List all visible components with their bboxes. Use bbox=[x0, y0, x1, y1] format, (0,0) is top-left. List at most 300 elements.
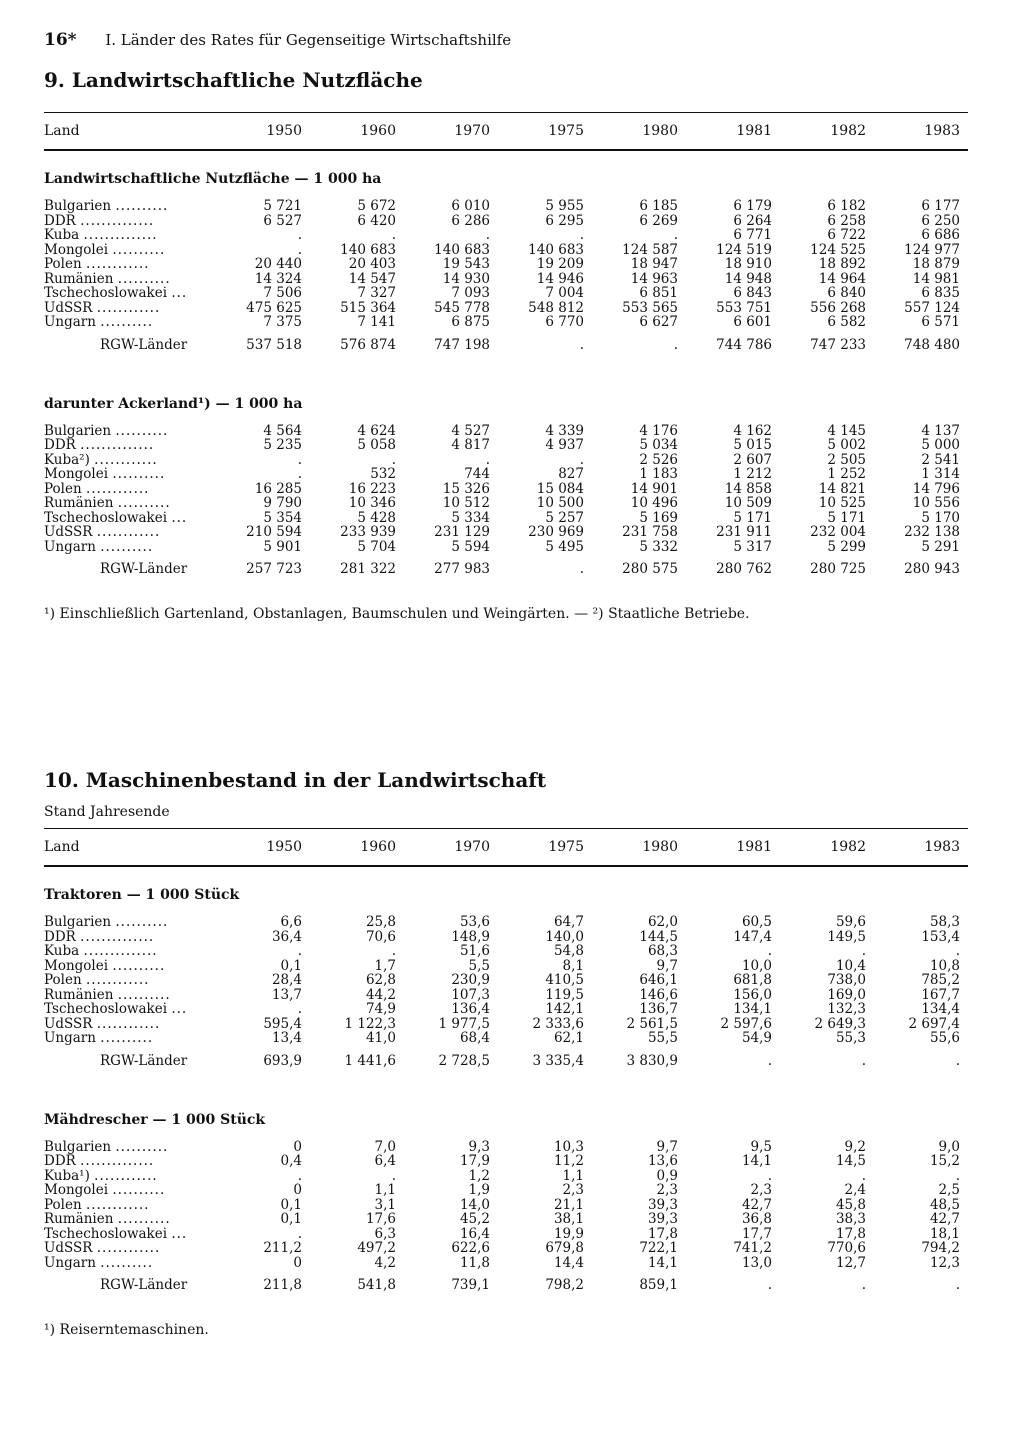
table-cell: 10 556 bbox=[912, 495, 960, 511]
table-cell: 6 571 bbox=[921, 314, 960, 330]
table-cell: 20 440 bbox=[254, 256, 302, 272]
table-cell: 5 002 bbox=[827, 437, 866, 453]
country-name: Kuba bbox=[44, 227, 80, 243]
table-cell: 5,5 bbox=[468, 957, 490, 974]
table-cell: 10 500 bbox=[536, 495, 584, 511]
row-label bbox=[44, 1169, 216, 1184]
leader-dots: .......... bbox=[115, 198, 169, 214]
table-cell: 6 770 bbox=[545, 314, 584, 330]
table-cell: 679,8 bbox=[545, 1240, 584, 1256]
column-header-year: 1980 bbox=[642, 839, 678, 855]
row-label bbox=[44, 1198, 216, 1213]
table-cell: 140 683 bbox=[528, 241, 584, 258]
table-row bbox=[44, 199, 968, 214]
total-row bbox=[44, 554, 968, 584]
table-cell: 62,8 bbox=[365, 972, 396, 988]
table-cell: 149,5 bbox=[827, 928, 866, 945]
table-cell: . bbox=[297, 1001, 302, 1017]
table-cell: 15 326 bbox=[442, 480, 490, 497]
table-cell: 722,1 bbox=[639, 1240, 678, 1256]
table-10-body bbox=[44, 887, 968, 1300]
table-cell: 36,4 bbox=[271, 928, 302, 945]
table-cell: 827 bbox=[558, 466, 584, 482]
table-cell: 5 000 bbox=[921, 437, 960, 453]
table-cell: 10 525 bbox=[818, 495, 866, 511]
country-name: Polen bbox=[44, 1196, 82, 1213]
table-row bbox=[44, 1169, 968, 1184]
table-cell: 12,7 bbox=[835, 1254, 866, 1271]
table-cell: 4 564 bbox=[263, 422, 302, 439]
row-label bbox=[44, 272, 216, 287]
table-row bbox=[44, 973, 968, 988]
table-cell: 233 939 bbox=[340, 524, 396, 540]
table-cell: 14 547 bbox=[348, 270, 396, 287]
table-cell: 4 937 bbox=[545, 437, 584, 453]
row-label bbox=[44, 1212, 216, 1227]
table-cell: 21,1 bbox=[553, 1196, 584, 1213]
table-cell: 410,5 bbox=[545, 972, 584, 988]
table-row bbox=[44, 438, 968, 453]
country-name: Mongolei bbox=[44, 241, 109, 258]
table-cell: . bbox=[297, 227, 302, 243]
table-cell: 515 364 bbox=[340, 299, 396, 316]
country-name: Rumänien bbox=[44, 986, 114, 1003]
table-cell: 6 722 bbox=[827, 227, 866, 243]
table-cell: . bbox=[297, 1167, 302, 1184]
table-cell: 211,2 bbox=[263, 1240, 302, 1256]
row-label bbox=[44, 944, 216, 959]
leader-dots: .............. bbox=[80, 1153, 155, 1169]
block-title: darunter Ackerland¹) — 1 000 ha bbox=[44, 395, 303, 412]
table-9-header bbox=[44, 113, 968, 149]
table-cell: 0,1 bbox=[280, 957, 302, 974]
table-cell: 14 901 bbox=[630, 480, 678, 497]
row-label bbox=[44, 525, 216, 540]
table-cell: 230 969 bbox=[528, 524, 584, 540]
table-row bbox=[44, 1002, 968, 1017]
table-cell: 595,4 bbox=[263, 1015, 302, 1032]
table-cell: 5 291 bbox=[921, 538, 960, 555]
total-cell: 2 728,5 bbox=[438, 1052, 490, 1069]
table-cell: . bbox=[955, 1167, 960, 1184]
table-cell: 124 587 bbox=[622, 241, 678, 258]
leader-dots: .......... bbox=[117, 270, 171, 287]
table-cell: 6 420 bbox=[357, 212, 396, 229]
table-cell: 4 339 bbox=[545, 422, 584, 439]
country-name: Kuba²) bbox=[44, 451, 90, 468]
table-cell: 2 541 bbox=[921, 451, 960, 468]
table-cell: 14 981 bbox=[912, 270, 960, 287]
leader-dots: ............ bbox=[94, 1167, 158, 1184]
table-cell: . bbox=[861, 1167, 866, 1184]
country-name: Polen bbox=[44, 480, 82, 497]
leader-dots: ............ bbox=[85, 972, 150, 988]
table-cell: 4 162 bbox=[733, 422, 772, 439]
total-cell: . bbox=[861, 1277, 866, 1293]
table-cell: 14,1 bbox=[741, 1153, 772, 1169]
table-cell: 1 977,5 bbox=[438, 1015, 490, 1032]
table-cell: 14 796 bbox=[912, 480, 960, 497]
row-label bbox=[44, 496, 216, 511]
total-cell: 280 725 bbox=[810, 561, 866, 577]
table-cell: 497,2 bbox=[357, 1240, 396, 1256]
table-cell: 124 977 bbox=[904, 241, 960, 258]
table-cell: 15 084 bbox=[536, 480, 584, 497]
total-cell: 280 762 bbox=[716, 561, 772, 577]
leader-dots: .......... bbox=[117, 1211, 171, 1227]
row-label bbox=[44, 199, 216, 214]
table-cell: 9,2 bbox=[844, 1138, 866, 1155]
table-cell: 54,8 bbox=[553, 943, 584, 959]
table-cell: 7 093 bbox=[451, 285, 490, 301]
total-label: RGW-Länder bbox=[100, 1277, 188, 1293]
total-cell: 576 874 bbox=[340, 336, 396, 353]
total-cell: 798,2 bbox=[545, 1277, 584, 1293]
total-cell: . bbox=[861, 1052, 866, 1069]
table-cell: 10,8 bbox=[929, 957, 960, 974]
total-cell: 739,1 bbox=[451, 1277, 490, 1293]
leader-dots: ............ bbox=[85, 256, 150, 272]
table-cell: 60,5 bbox=[741, 914, 772, 930]
table-row bbox=[44, 525, 968, 540]
table-cell: 7,0 bbox=[374, 1138, 396, 1155]
total-cell: 747 198 bbox=[434, 336, 490, 353]
block-spacer bbox=[44, 1076, 968, 1092]
total-cell: 277 983 bbox=[434, 561, 490, 577]
total-cell: 693,9 bbox=[263, 1052, 302, 1069]
country-name: Mongolei bbox=[44, 1182, 109, 1198]
table-cell: 5 299 bbox=[827, 538, 866, 555]
table-cell: 119,5 bbox=[545, 986, 584, 1003]
table-cell: 68,4 bbox=[459, 1030, 490, 1046]
table-cell: 6,6 bbox=[280, 914, 302, 930]
row-label bbox=[44, 286, 216, 301]
table-cell: 5 169 bbox=[639, 509, 678, 526]
table-cell: 3,1 bbox=[374, 1196, 396, 1213]
total-cell: 211,8 bbox=[263, 1277, 302, 1293]
table-9-footnote: ¹) Einschließlich Gartenland, Obstanlagen, Baumschulen und Weingärten. — ²) Staatliche Betriebe. bbox=[44, 606, 750, 622]
row-label bbox=[44, 1031, 216, 1046]
table-cell: 231 758 bbox=[622, 524, 678, 540]
table-row bbox=[44, 243, 968, 258]
total-cell: . bbox=[955, 1052, 960, 1069]
table-cell: 17,6 bbox=[365, 1211, 396, 1227]
table-cell: 38,1 bbox=[553, 1211, 584, 1227]
table-cell: 124 519 bbox=[716, 241, 772, 258]
table-cell: 4 817 bbox=[451, 437, 490, 453]
table-cell: 2 505 bbox=[827, 451, 866, 468]
table-cell: 14 964 bbox=[818, 270, 866, 287]
table-cell: 2,3 bbox=[750, 1182, 772, 1198]
table-cell: 39,3 bbox=[647, 1211, 678, 1227]
leader-dots: ... bbox=[171, 285, 188, 301]
table-cell: 53,6 bbox=[459, 914, 490, 930]
table-cell: 5 332 bbox=[639, 538, 678, 555]
column-header-land: Land bbox=[44, 839, 80, 855]
table-cell: 6 771 bbox=[733, 227, 772, 243]
row-label bbox=[44, 1017, 216, 1032]
table-cell: 6 835 bbox=[921, 285, 960, 301]
table-cell: 136,4 bbox=[451, 1001, 490, 1017]
country-name: Rumänien bbox=[44, 270, 114, 287]
country-name: Bulgarien bbox=[44, 198, 112, 214]
row-label bbox=[44, 424, 216, 439]
table-cell: 62,0 bbox=[647, 914, 678, 930]
table-cell: 25,8 bbox=[365, 914, 396, 930]
row-label bbox=[44, 482, 216, 497]
table-cell: 553 565 bbox=[622, 299, 678, 316]
country-name: UdSSR bbox=[44, 1015, 93, 1032]
total-cell: 748 480 bbox=[904, 336, 960, 353]
table-cell: 6 179 bbox=[733, 198, 772, 214]
table-cell: 1,9 bbox=[468, 1182, 490, 1198]
table-cell: 14 324 bbox=[254, 270, 302, 287]
table-cell: 6 601 bbox=[733, 314, 772, 330]
country-name: Ungarn bbox=[44, 538, 96, 555]
total-cell: . bbox=[673, 336, 678, 353]
table-cell: 2,3 bbox=[656, 1182, 678, 1198]
table-cell: 18 947 bbox=[630, 256, 678, 272]
table-cell: 0 bbox=[293, 1182, 302, 1198]
leader-dots: .......... bbox=[112, 466, 166, 482]
table-cell: 5 257 bbox=[545, 509, 584, 526]
table-cell: 2 597,6 bbox=[720, 1015, 772, 1032]
row-label bbox=[44, 1002, 216, 1017]
column-header-year: 1975 bbox=[548, 839, 584, 855]
table-cell: 10 346 bbox=[348, 495, 396, 511]
table-cell: 59,6 bbox=[835, 914, 866, 930]
table-cell: 475 625 bbox=[246, 299, 302, 316]
table-cell: 545 778 bbox=[434, 299, 490, 316]
total-cell: 859,1 bbox=[639, 1277, 678, 1293]
leader-dots: .............. bbox=[80, 928, 155, 945]
table-cell: 5 594 bbox=[451, 538, 490, 555]
table-cell: 14,4 bbox=[553, 1254, 584, 1271]
table-cell: 6 875 bbox=[451, 314, 490, 330]
total-label: RGW-Länder bbox=[100, 1052, 188, 1069]
total-cell: 3 335,4 bbox=[532, 1052, 584, 1069]
table-cell: 4 137 bbox=[921, 422, 960, 439]
leader-dots: .......... bbox=[100, 1030, 154, 1046]
table-cell: 1,7 bbox=[374, 957, 396, 974]
table-cell: 169,0 bbox=[827, 986, 866, 1003]
table-cell: . bbox=[391, 1167, 396, 1184]
table-cell: 1,2 bbox=[468, 1167, 490, 1184]
total-label: RGW-Länder bbox=[100, 561, 188, 577]
table-cell: 41,0 bbox=[365, 1030, 396, 1046]
row-label bbox=[44, 453, 216, 468]
row-label bbox=[44, 1140, 216, 1155]
table-10-header bbox=[44, 829, 968, 865]
table-cell: 646,1 bbox=[639, 972, 678, 988]
table-cell: . bbox=[955, 943, 960, 959]
table-row bbox=[44, 1140, 968, 1155]
table-cell: 28,4 bbox=[271, 972, 302, 988]
table-cell: 8,1 bbox=[562, 957, 584, 974]
total-cell: . bbox=[955, 1277, 960, 1293]
leader-dots: ............ bbox=[96, 299, 161, 316]
leader-dots: ............ bbox=[96, 1015, 161, 1032]
row-label bbox=[44, 1227, 216, 1242]
table-cell: 58,3 bbox=[929, 914, 960, 930]
table-row bbox=[44, 1241, 968, 1256]
table-cell: 10 512 bbox=[442, 495, 490, 511]
table-cell: 6 582 bbox=[827, 314, 866, 330]
table-cell: 14 930 bbox=[442, 270, 490, 287]
table-cell: 5 721 bbox=[263, 198, 302, 214]
table-cell: 18 910 bbox=[724, 256, 772, 272]
column-header-year: 1983 bbox=[924, 839, 960, 855]
table-cell: 9,5 bbox=[750, 1138, 772, 1155]
table-cell: 232 138 bbox=[904, 524, 960, 540]
table-cell: 44,2 bbox=[365, 986, 396, 1003]
country-name: DDR bbox=[44, 212, 76, 229]
country-name: Bulgarien bbox=[44, 1138, 112, 1155]
table-cell: 5 171 bbox=[733, 509, 772, 526]
table-cell: 1,1 bbox=[562, 1167, 584, 1184]
table-cell: 5 171 bbox=[827, 509, 866, 526]
column-header-year: 1982 bbox=[830, 839, 866, 855]
total-cell: 541,8 bbox=[357, 1277, 396, 1293]
table-cell: 51,6 bbox=[459, 943, 490, 959]
leader-dots: .......... bbox=[112, 241, 166, 258]
table-cell: 14 948 bbox=[724, 270, 772, 287]
leader-dots: .............. bbox=[83, 227, 158, 243]
table-cell: 13,6 bbox=[647, 1153, 678, 1169]
table-cell: 54,9 bbox=[741, 1030, 772, 1046]
table-cell: 18 892 bbox=[818, 256, 866, 272]
column-header-year: 1960 bbox=[360, 839, 396, 855]
table-cell: 16 285 bbox=[254, 480, 302, 497]
table-cell: 13,0 bbox=[741, 1254, 772, 1271]
table-row bbox=[44, 228, 968, 243]
table-cell: 6 264 bbox=[733, 212, 772, 229]
table-cell: . bbox=[391, 943, 396, 959]
leader-dots: ... bbox=[171, 509, 188, 526]
table-cell: 39,3 bbox=[647, 1196, 678, 1213]
column-header-year: 1970 bbox=[454, 123, 490, 139]
table-cell: . bbox=[297, 451, 302, 468]
block-spacer bbox=[44, 360, 968, 376]
total-cell: . bbox=[767, 1052, 772, 1069]
leader-dots: .......... bbox=[100, 1254, 154, 1271]
table-row bbox=[44, 496, 968, 511]
table-cell: 6 686 bbox=[921, 227, 960, 243]
table-9-body bbox=[44, 171, 968, 584]
table-cell: 146,6 bbox=[639, 986, 678, 1003]
leader-dots: .......... bbox=[100, 314, 154, 330]
leader-dots: ... bbox=[171, 1225, 188, 1242]
table-row bbox=[44, 424, 968, 439]
leader-dots: .............. bbox=[80, 212, 155, 229]
table-row bbox=[44, 511, 968, 526]
table-cell: 9,7 bbox=[656, 1138, 678, 1155]
table-cell: 107,3 bbox=[451, 986, 490, 1003]
table-cell: 0 bbox=[293, 1254, 302, 1271]
table-cell: 167,7 bbox=[921, 986, 960, 1003]
table-cell: 5 034 bbox=[639, 437, 678, 453]
table-row bbox=[44, 988, 968, 1003]
table-cell: 232 004 bbox=[810, 524, 866, 540]
table-cell: 134,4 bbox=[921, 1001, 960, 1017]
table-cell: 1 314 bbox=[921, 466, 960, 482]
total-cell: 1 441,6 bbox=[344, 1052, 396, 1069]
table-row bbox=[44, 272, 968, 287]
table-cell: 5 334 bbox=[451, 509, 490, 526]
page-number: 16* bbox=[44, 30, 77, 50]
leader-dots: ............ bbox=[96, 524, 161, 540]
table-9-title: 9. Landwirtschaftliche Nutzfläche bbox=[44, 68, 423, 92]
table-cell: 14 858 bbox=[724, 480, 772, 497]
table-cell: 5 428 bbox=[357, 509, 396, 526]
table-cell: 140 683 bbox=[340, 241, 396, 258]
table-cell: 6 010 bbox=[451, 198, 490, 214]
table-cell: 62,1 bbox=[553, 1030, 584, 1046]
table-cell: 2 607 bbox=[733, 451, 772, 468]
table-cell: 6 843 bbox=[733, 285, 772, 301]
total-cell: 744 786 bbox=[716, 336, 772, 353]
table-cell: 231 911 bbox=[716, 524, 772, 540]
total-cell: 280 575 bbox=[622, 561, 678, 577]
table-cell: 9,3 bbox=[468, 1138, 490, 1155]
country-name: Mongolei bbox=[44, 466, 109, 482]
table-cell: 0,1 bbox=[280, 1211, 302, 1227]
table-cell: 6 527 bbox=[263, 212, 302, 229]
table-cell: 2,3 bbox=[562, 1182, 584, 1198]
table-cell: 55,3 bbox=[835, 1030, 866, 1046]
table-cell: 17,8 bbox=[835, 1225, 866, 1242]
row-label bbox=[44, 988, 216, 1003]
table-cell: 14 963 bbox=[630, 270, 678, 287]
table-cell: 7 375 bbox=[263, 314, 302, 330]
row-label bbox=[44, 1183, 216, 1198]
column-header-year: 1980 bbox=[642, 123, 678, 139]
total-label: RGW-Länder bbox=[100, 336, 188, 353]
table-10-footnote: ¹) Reiserntemaschinen. bbox=[44, 1322, 209, 1338]
row-label bbox=[44, 301, 216, 316]
table-cell: 5 170 bbox=[921, 509, 960, 526]
table-cell: 13,7 bbox=[271, 986, 302, 1003]
table-cell: 0 bbox=[293, 1138, 302, 1155]
leader-dots: .............. bbox=[83, 943, 158, 959]
table-cell: 7 506 bbox=[263, 285, 302, 301]
table-cell: 4 176 bbox=[639, 422, 678, 439]
table-row bbox=[44, 930, 968, 945]
row-label bbox=[44, 1256, 216, 1271]
leader-dots: .......... bbox=[112, 957, 166, 974]
table-row bbox=[44, 1227, 968, 1242]
column-header-year: 1950 bbox=[266, 123, 302, 139]
table-cell: 18,1 bbox=[929, 1225, 960, 1242]
table-cell: . bbox=[579, 227, 584, 243]
table-cell: 10 509 bbox=[724, 495, 772, 511]
country-name: DDR bbox=[44, 437, 76, 453]
country-name: Tschechoslowakei bbox=[44, 1001, 168, 1017]
table-row bbox=[44, 482, 968, 497]
table-cell: 10,4 bbox=[835, 957, 866, 974]
table-cell: . bbox=[297, 943, 302, 959]
table-cell: 124 525 bbox=[810, 241, 866, 258]
table-cell: 17,8 bbox=[647, 1225, 678, 1242]
table-cell: 6 851 bbox=[639, 285, 678, 301]
column-header-land: Land bbox=[44, 123, 80, 139]
leader-dots: .......... bbox=[115, 914, 169, 930]
table-cell: 5 354 bbox=[263, 509, 302, 526]
total-row bbox=[44, 330, 968, 360]
row-label bbox=[44, 315, 216, 330]
table-cell: 132,3 bbox=[827, 1001, 866, 1017]
leader-dots: .......... bbox=[117, 986, 171, 1003]
